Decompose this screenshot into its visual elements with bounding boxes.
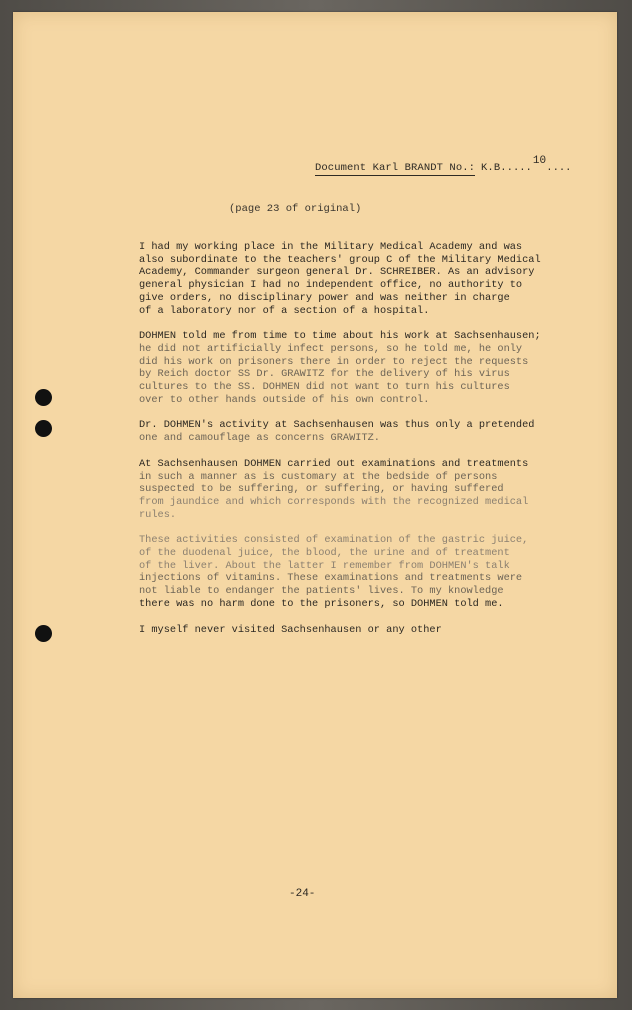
- text-line: over to other hands outside of his own control.: [139, 393, 430, 406]
- punch-hole-middle: [35, 420, 52, 437]
- original-page-reference: (page 23 of original): [229, 203, 362, 215]
- text-line: DOHMEN told me from time to time about his work at Sachsenhausen;: [139, 330, 541, 343]
- text-line: also subordinate to the teachers' group C of the Military Medical: [139, 253, 541, 266]
- text-line: one and camouflage as concerns GRAWITZ.: [139, 432, 380, 445]
- exhibit-number: 10: [532, 155, 547, 167]
- text-line: I myself never visited Sachsenhausen or any other: [139, 623, 442, 636]
- punch-hole-top: [35, 389, 52, 406]
- text-line: general physician I had no independent office, no authority to: [139, 279, 523, 292]
- paragraph: [139, 458, 559, 522]
- page-number: -24-: [289, 888, 316, 900]
- document-header: [315, 155, 572, 174]
- punch-hole-bottom: [35, 625, 52, 642]
- text-line: of the liver. About the latter I remember from DOHMEN's talk: [139, 559, 510, 572]
- text-line: from jaundice and which corresponds with the recognized medical: [139, 495, 529, 508]
- text-line: injections of vitamins. These examinations and treatments were: [139, 572, 523, 585]
- paragraph: [139, 241, 559, 317]
- document-page: [13, 12, 617, 998]
- exhibit-prefix: K.B.: [481, 162, 507, 174]
- text-line: I had my working place in the Military Medical Academy and was: [139, 241, 523, 253]
- paragraph: [139, 624, 559, 637]
- text-line: did his work on prisoners there in order to reject the requests: [139, 355, 529, 368]
- text-line: rules.: [139, 508, 177, 521]
- text-line: cultures to the SS. DOHMEN did not want to turn his cultures: [139, 381, 510, 394]
- text-line: Dr. DOHMEN's activity at Sachsenhausen was thus only a pretended: [139, 419, 535, 432]
- document-body: [139, 241, 559, 649]
- paragraph: [139, 534, 559, 610]
- exhibit-dots: ....: [506, 162, 532, 174]
- paragraph: [139, 330, 559, 406]
- text-line: of the duodenal juice, the blood, the urine and of treatment: [139, 547, 510, 560]
- text-line: there was no harm done to the prisoners, so DOHMEN told me.: [139, 597, 504, 610]
- text-line: suspected to be suffering, or suffering, or having suffered: [139, 483, 504, 496]
- text-line: in such a manner as is customary at the bedside of persons: [139, 470, 498, 483]
- text-line: give orders, no disciplinary power and was neither in charge: [139, 291, 510, 304]
- exhibit-dots-trailing: ....: [546, 162, 572, 174]
- text-line: by Reich doctor SS Dr. GRAWITZ for the delivery of his virus: [139, 368, 510, 381]
- document-label: Document Karl BRANDT No.:: [315, 162, 476, 174]
- paragraph: [139, 419, 559, 444]
- text-line: Academy, Commander surgeon general Dr. SCHREIBER. As an advisory: [139, 266, 535, 279]
- text-line: he did not artificially infect persons, so he told me, he only: [139, 342, 523, 355]
- text-line: At Sachsenhausen DOHMEN carried out examinations and treatments: [139, 457, 529, 470]
- text-line: of a laboratory nor of a section of a hospital.: [139, 304, 430, 317]
- text-line: not liable to endanger the patients' lives. To my knowledge: [139, 585, 504, 598]
- text-line: These activities consisted of examination of the gastric juice,: [139, 534, 529, 547]
